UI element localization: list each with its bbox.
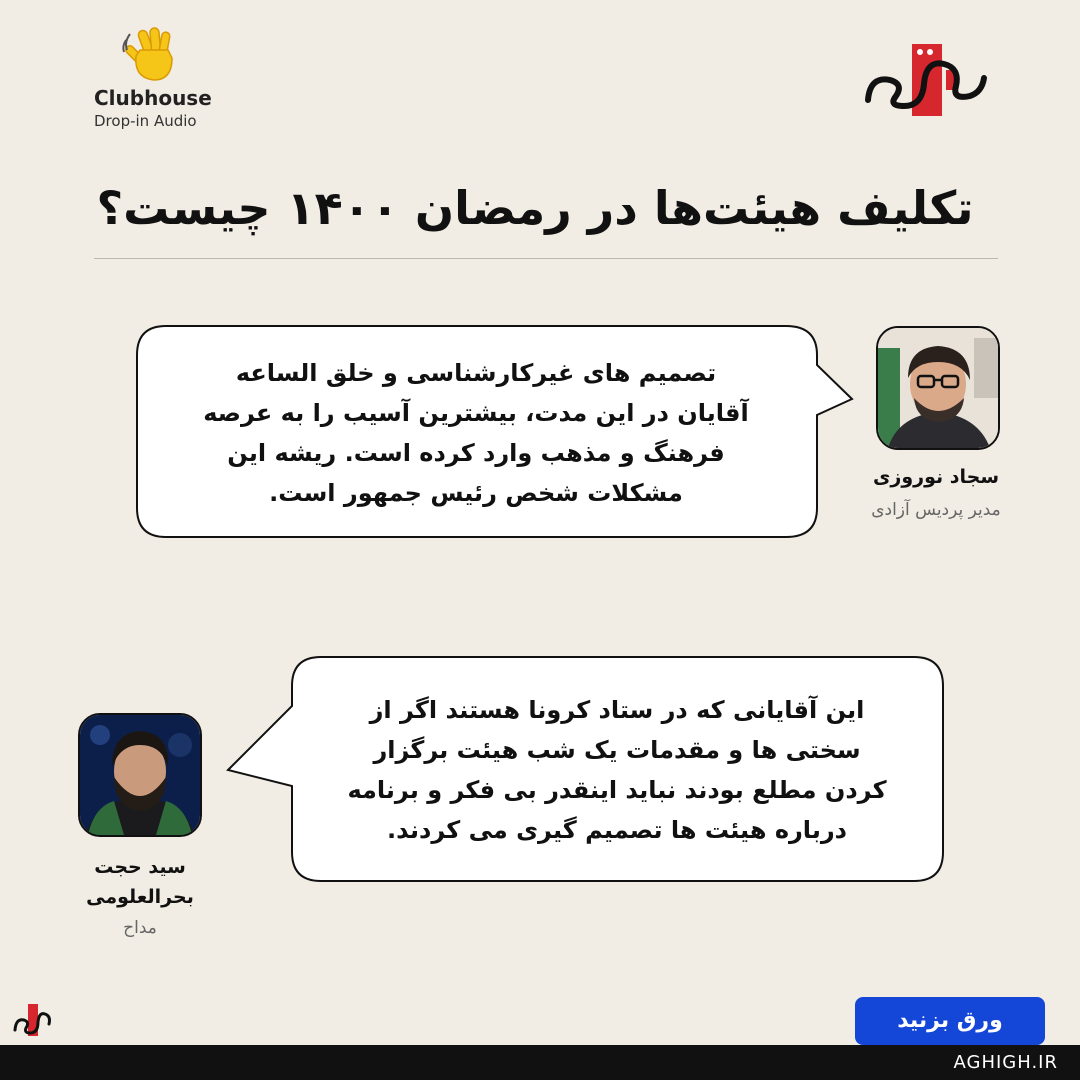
small-brand-logo xyxy=(12,1000,52,1040)
brand-logo xyxy=(860,40,990,120)
speaker-name-line: سید حجت xyxy=(94,856,186,878)
site-url: AGHIGH.IR xyxy=(953,1052,1058,1073)
quote-bubble-1 xyxy=(136,325,856,539)
quote-line: کردن مطلع بودند نباید اینقدر بی فکر و برنامه xyxy=(347,776,887,804)
quote-line: این آقایانی که در ستاد کرونا هستند اگر از xyxy=(369,696,865,724)
speaker-role-2: مداح xyxy=(123,918,157,938)
quote-bubble-2 xyxy=(226,656,946,883)
speaker-role-1: مدیر پردیس آزادی xyxy=(871,500,1001,520)
quote-line: تصمیم های غیرکارشناسی و خلق الساعه xyxy=(235,359,717,387)
quote-text xyxy=(156,353,796,513)
quote-line: مشکلات شخص رئیس جمهور است. xyxy=(269,479,683,507)
quote-line: درباره هیئت ها تصمیم گیری می کردند. xyxy=(387,816,847,844)
swipe-button[interactable]: ورق بزنید xyxy=(855,997,1045,1045)
speaker-name-1: سجاد نوروزی xyxy=(872,466,1000,488)
quote-line: فرهنگ و مذهب وارد کرده است. ریشه این xyxy=(227,439,725,467)
page-title: تکلیف هیئت‌ها در رمضان ۱۴۰۰ چیست؟ xyxy=(96,181,974,235)
quote-text xyxy=(312,690,922,850)
quote-line: سختی ها و مقدمات یک شب هیئت برگزار xyxy=(373,736,861,764)
clubhouse-tagline: Drop-in Audio xyxy=(94,112,197,130)
speaker-name-line: بحرالعلومی xyxy=(86,886,194,908)
clubhouse-name: Clubhouse xyxy=(94,86,212,110)
title-divider xyxy=(94,258,998,259)
waving-hand-icon xyxy=(118,22,182,86)
avatar-speaker-1 xyxy=(876,326,1000,450)
avatar-speaker-2 xyxy=(78,713,202,837)
bottom-bar xyxy=(0,1045,1080,1080)
quote-line: آقایان در این مدت، بیشترین آسیب را به عرصه xyxy=(203,399,749,427)
speaker-name-2 xyxy=(60,852,220,912)
